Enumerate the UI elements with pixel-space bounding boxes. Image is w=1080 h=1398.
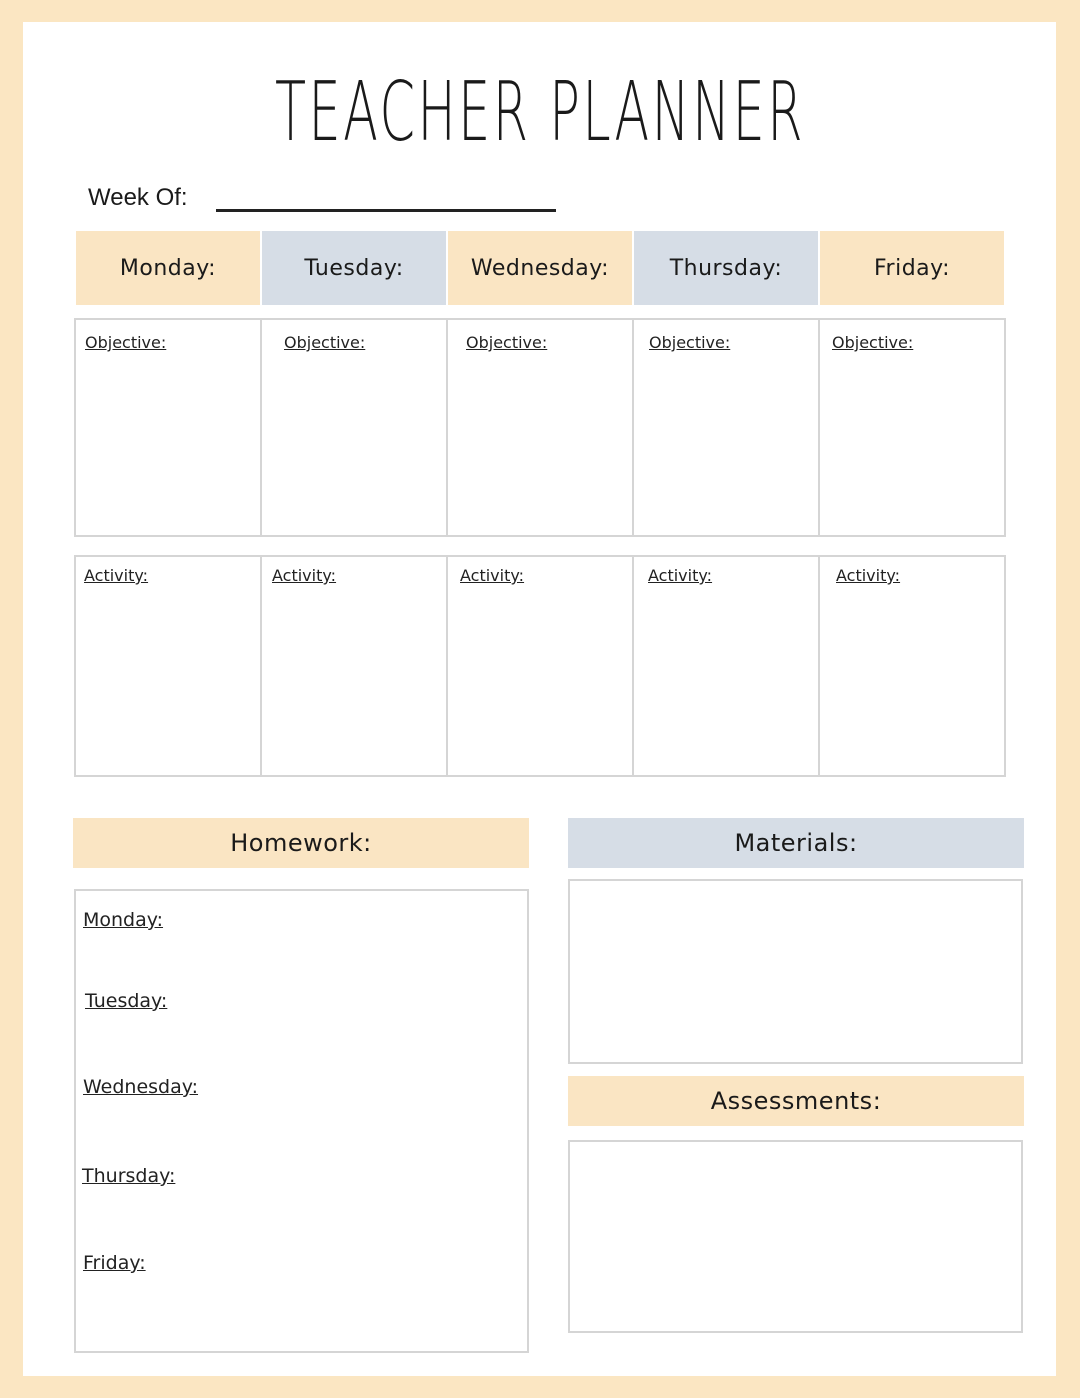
materials-box[interactable] [568,879,1023,1064]
day-header-thursday: Thursday: [634,231,818,305]
activity-label-tuesday: Activity: [272,566,337,585]
objective-label-thursday: Objective: [649,333,731,352]
day-header-wednesday: Wednesday: [448,231,632,305]
objective-label-friday: Objective: [832,333,914,352]
homework-label-monday: Monday: [83,909,164,931]
week-of-line [216,209,556,212]
homework-box[interactable] [74,889,529,1353]
day-header-tuesday: Tuesday: [262,231,446,305]
homework-label-thursday: Thursday: [82,1165,176,1187]
activity-label-thursday: Activity: [648,566,713,585]
activity-box-monday[interactable] [74,555,262,777]
day-header-monday: Monday: [76,231,260,305]
objective-label-wednesday: Objective: [466,333,548,352]
homework-label-friday: Friday: [83,1252,146,1274]
activity-box-wednesday[interactable] [446,555,634,777]
objective-label-monday: Objective: [85,333,167,352]
activity-box-tuesday[interactable] [260,555,448,777]
activity-label-friday: Activity: [836,566,901,585]
assessments-box[interactable] [568,1140,1023,1333]
page-title: TEACHER PLANNER [274,65,806,160]
homework-header: Homework: [73,818,529,868]
week-of-label: Week Of: [88,184,188,211]
homework-label-wednesday: Wednesday: [83,1076,199,1098]
materials-header: Materials: [568,818,1024,868]
assessments-header: Assessments: [568,1076,1024,1126]
activity-label-monday: Activity: [84,566,149,585]
activity-label-wednesday: Activity: [460,566,525,585]
day-header-friday: Friday: [820,231,1004,305]
homework-label-tuesday: Tuesday: [85,990,168,1012]
objective-label-tuesday: Objective: [284,333,366,352]
activity-box-thursday[interactable] [632,555,820,777]
activity-box-friday[interactable] [818,555,1006,777]
